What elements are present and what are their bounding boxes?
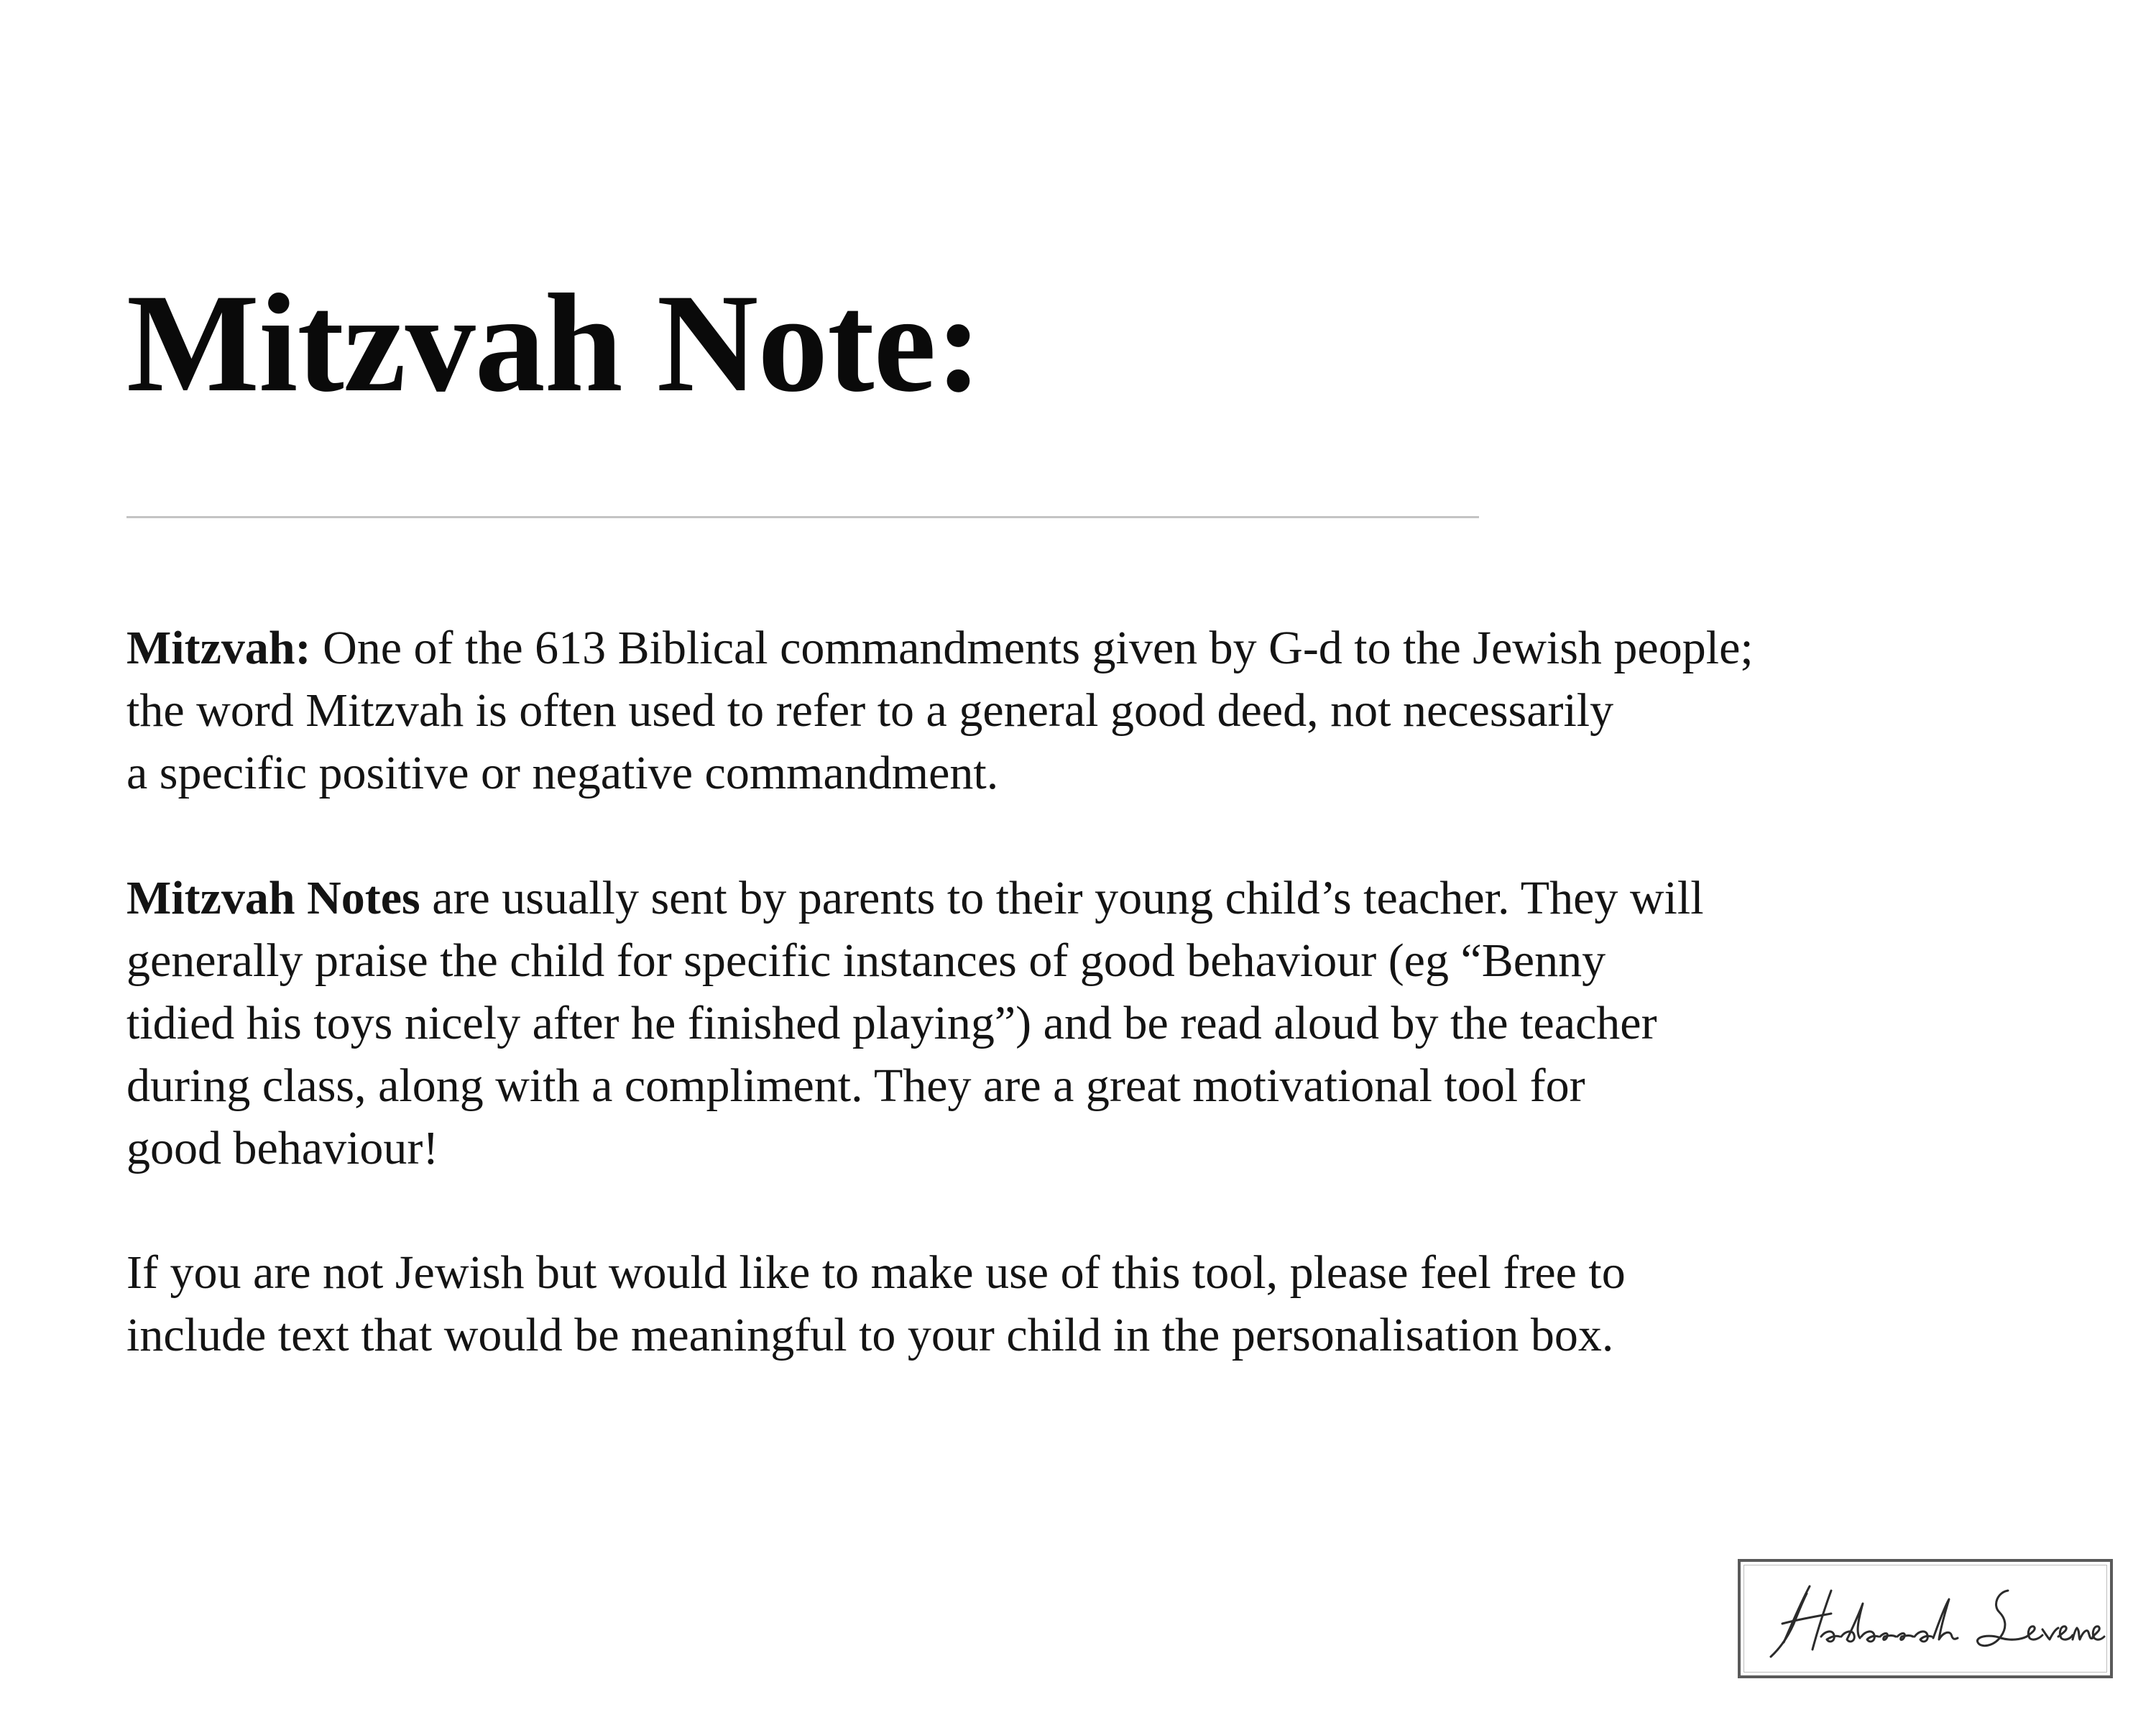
notes-line-5: good behaviour! (126, 1122, 439, 1174)
notes-line-4: during class, along with a compliment. They are a great motivational tool for (126, 1059, 1585, 1112)
signature-logo (1738, 1559, 2113, 1678)
non-jewish-line-2: include text that would be meaningful to your child in the personalisation box. (126, 1309, 1614, 1361)
non-jewish-line-1: If you are not Jewish but would like to make use of this tool, please feel free to (126, 1246, 1626, 1299)
notes-line-1-text: are usually sent by parents to their young child’s teacher. They will (420, 872, 1704, 924)
page-title: Mitzvah Note: (126, 265, 982, 421)
notes-term: Mitzvah Notes (126, 872, 420, 924)
definition-term: Mitzvah: (126, 622, 311, 674)
definition-line-1-text: One of the 613 Biblical commandments given by G-d to the Jewish people; (310, 622, 1754, 674)
notes-line-3: tidied his toys nicely after he finished playing”) and be read aloud by the teacher (126, 997, 1657, 1049)
definition-line-3: a specific positive or negative commandment. (126, 747, 999, 799)
notes-line-2: generally praise the child for specific instances of good behaviour (eg “Benny (126, 934, 1606, 987)
non-jewish-paragraph (126, 1241, 1626, 1366)
title-divider (126, 516, 1479, 518)
signature-graphic (1741, 1562, 2110, 1675)
definition-line-1 (126, 617, 1754, 679)
definition-paragraph (126, 617, 1754, 804)
mitzvah-notes-paragraph (126, 867, 1704, 1179)
definition-line-2: the word Mitzvah is often used to refer to a general good deed, not necessarily (126, 684, 1614, 737)
notes-line-1 (126, 867, 1704, 929)
